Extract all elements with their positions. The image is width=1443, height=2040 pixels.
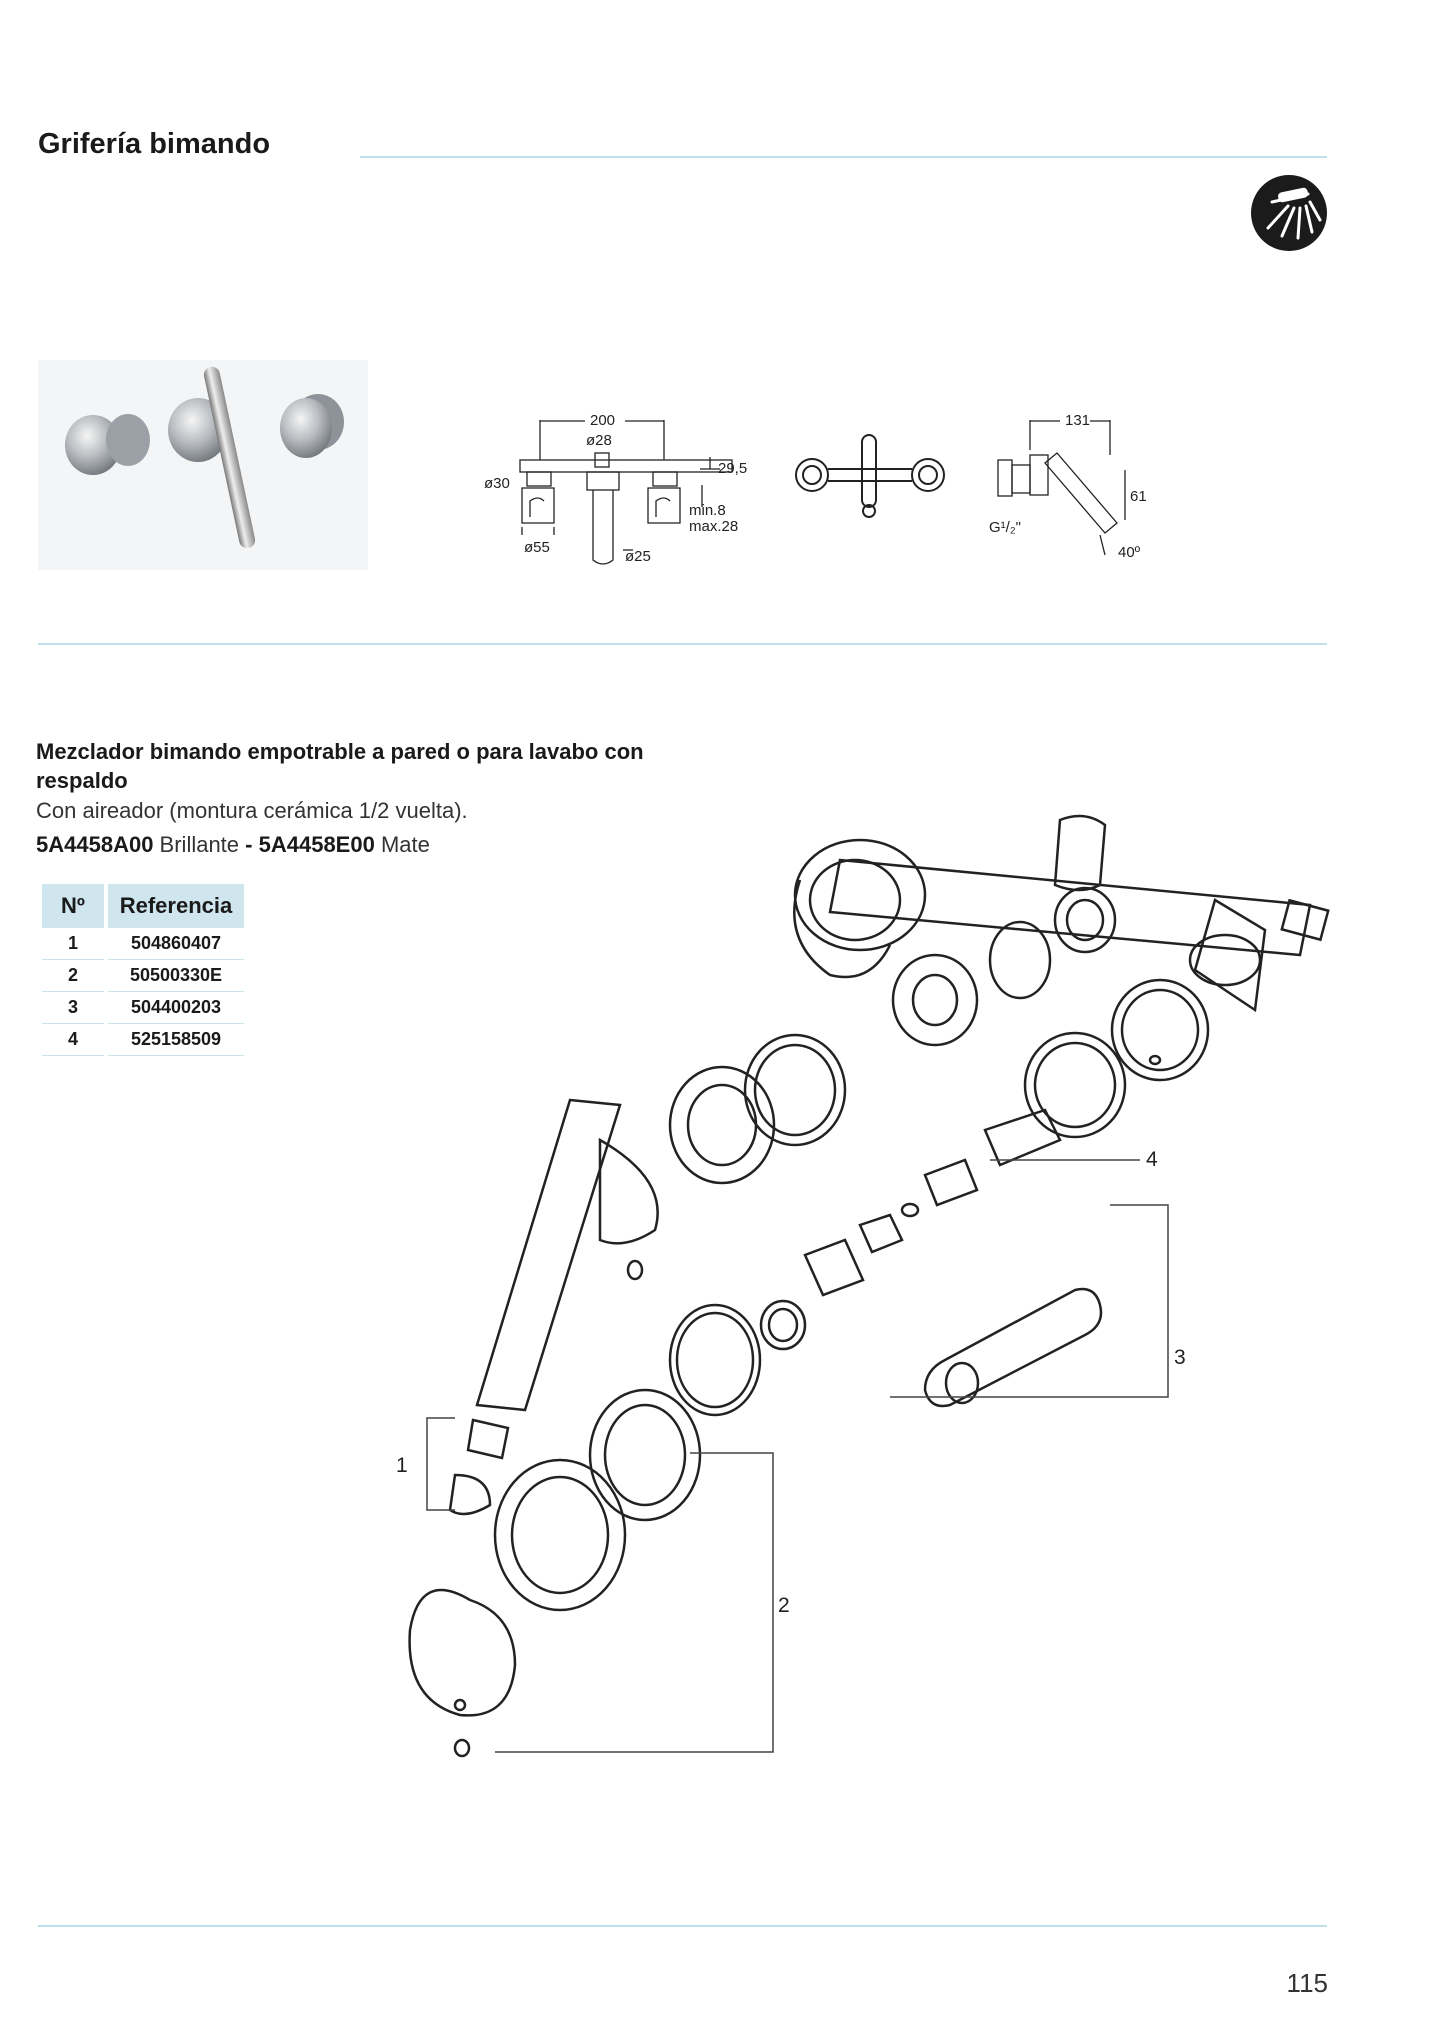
part-reference: 50500330E bbox=[108, 960, 244, 992]
column-header-no: Nº bbox=[42, 884, 104, 928]
dim-thread: G¹/₂" bbox=[989, 519, 1021, 536]
dim-max: max.28 bbox=[689, 518, 739, 535]
technical-drawing-front bbox=[470, 405, 770, 585]
part-reference: 525158509 bbox=[108, 1024, 244, 1056]
product-code-gloss: 5A4458A00 bbox=[36, 832, 154, 857]
parts-table-header bbox=[42, 884, 244, 928]
section-title: Grifería bimando bbox=[38, 128, 271, 160]
dim-d25: ø25 bbox=[625, 548, 651, 565]
table-row bbox=[42, 992, 244, 1024]
exploded-view-diagram bbox=[380, 780, 1340, 1770]
part-reference: 504860407 bbox=[108, 928, 244, 960]
dim-131: 131 bbox=[1065, 412, 1091, 429]
table-row bbox=[42, 928, 244, 960]
part-number: 1 bbox=[42, 928, 104, 960]
callout-4: 4 bbox=[1146, 1148, 1158, 1171]
dim-40: 40º bbox=[1118, 544, 1141, 561]
product-code-matte: 5A4458E00 bbox=[258, 832, 375, 857]
technical-drawing-side bbox=[985, 405, 1155, 565]
callout-3: 3 bbox=[1174, 1346, 1186, 1369]
product-codes bbox=[36, 830, 430, 859]
dim-d28: ø28 bbox=[586, 432, 612, 449]
parts-table bbox=[38, 884, 248, 1056]
dim-200: 200 bbox=[590, 412, 616, 429]
part-number: 4 bbox=[42, 1024, 104, 1056]
dim-29-5: 29,5 bbox=[718, 460, 748, 477]
finish-gloss: Brillante bbox=[153, 832, 246, 857]
part-reference: 504400203 bbox=[108, 992, 244, 1024]
dim-min: min.8 bbox=[689, 502, 726, 519]
part-number: 2 bbox=[42, 960, 104, 992]
technical-drawing-top bbox=[780, 425, 960, 535]
section-rule bbox=[38, 643, 1327, 645]
footer-rule bbox=[38, 1925, 1327, 1927]
product-description: Con aireador (montura cerámica 1/2 vuelta). bbox=[36, 798, 468, 823]
part-number: 3 bbox=[42, 992, 104, 1024]
header-rule bbox=[360, 156, 1327, 158]
callout-1: 1 bbox=[396, 1454, 408, 1477]
column-header-reference: Referencia bbox=[108, 884, 244, 928]
dim-d30: ø30 bbox=[484, 475, 510, 492]
dim-d55: ø55 bbox=[524, 539, 550, 556]
shower-spray-icon bbox=[1248, 172, 1330, 254]
table-row bbox=[42, 1024, 244, 1056]
dim-61: 61 bbox=[1130, 488, 1147, 505]
finish-matte: Mate bbox=[374, 832, 430, 857]
product-title: Mezclador bimando empotrable a pared o para lavabo con respaldo bbox=[36, 739, 644, 793]
table-row bbox=[42, 960, 244, 992]
page-number: 115 bbox=[1286, 1968, 1328, 1998]
codes-separator: - bbox=[245, 832, 259, 857]
product-photo bbox=[38, 360, 368, 570]
callout-2: 2 bbox=[778, 1594, 790, 1617]
